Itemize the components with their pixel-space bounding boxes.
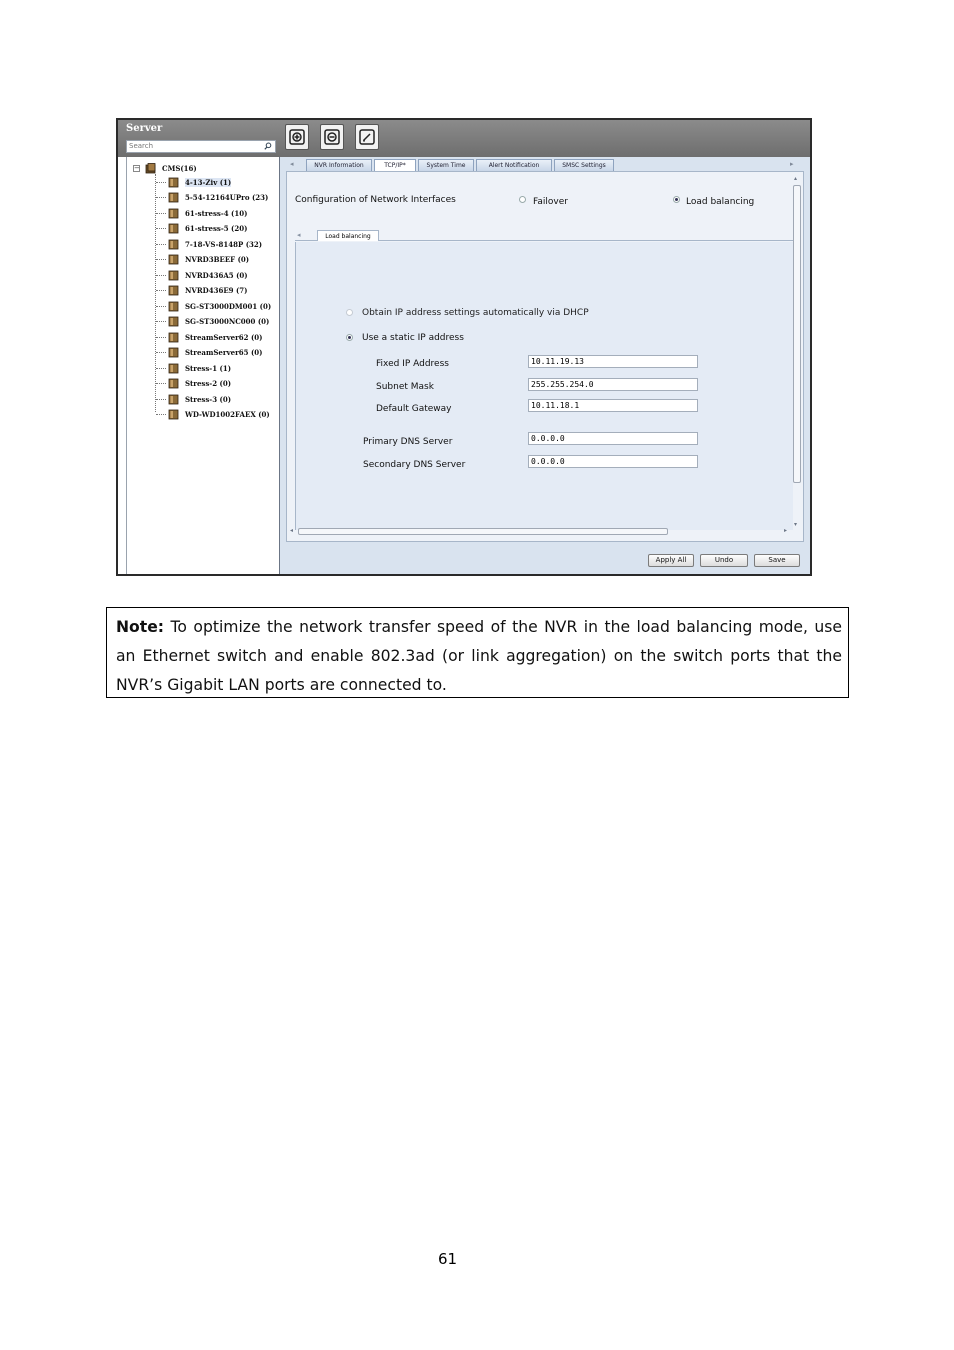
tab-system-time[interactable]: System Time (418, 159, 474, 171)
tree-item[interactable] (156, 269, 248, 281)
default-gateway-label: Default Gateway (376, 404, 452, 414)
static-ip-radio[interactable] (346, 334, 353, 341)
tree-connector (156, 383, 166, 384)
note-label: Note: (116, 618, 165, 636)
tree-root[interactable] (133, 162, 197, 174)
tree-item[interactable] (156, 409, 270, 421)
tree-connector (156, 275, 166, 276)
tcpip-content (286, 171, 804, 542)
server-icon (168, 316, 179, 327)
server-icon (168, 347, 179, 358)
tree-item[interactable] (156, 176, 231, 188)
vertical-scroll-thumb[interactable] (793, 185, 801, 483)
secondary-dns-field[interactable]: 0.0.0.0 (528, 455, 698, 468)
fixed-ip-field[interactable]: 10.11.19.13 (528, 355, 698, 368)
tree-connector (156, 290, 166, 291)
tree-item-label: Stress-1 (1) (185, 363, 232, 373)
server-icon (168, 363, 179, 374)
scroll-left-icon[interactable]: ◂ (290, 527, 294, 534)
server-panel (118, 120, 280, 574)
tree-item-label: SG-ST3000NC000 (0) (185, 317, 270, 326)
tree-connector (156, 228, 166, 229)
tree-item-label: SG-ST3000DM001 (0) (185, 301, 272, 311)
primary-dns-field[interactable]: 0.0.0.0 (528, 432, 698, 445)
tree-item-label: NVRD436A5 (0) (185, 270, 248, 280)
subnet-mask-label: Subnet Mask (376, 382, 434, 392)
tree-border (126, 157, 127, 574)
tree-root-label: CMS(16) (162, 163, 197, 173)
dhcp-option-label: Obtain IP address settings automatically via DHCP (362, 308, 589, 318)
tree-connector (156, 399, 166, 400)
server-icon (168, 409, 179, 420)
tree-item-label: 4-13-Ziv (1) (185, 177, 232, 187)
server-icon (168, 394, 179, 405)
tree-item-label: 61-stress-5 (20) (185, 224, 248, 233)
server-search-input[interactable] (126, 140, 276, 153)
static-ip-option-label: Use a static IP address (362, 333, 464, 343)
server-icon (168, 378, 179, 389)
tree-item[interactable] (156, 378, 231, 390)
page-number: 61 (437, 1250, 458, 1268)
add-icon (289, 129, 305, 145)
remove-server-button[interactable] (320, 124, 344, 150)
note-text: To optimize the network transfer speed of the NVR in the load balancing mode, use an Ethernet switch and enable 802.3ad (or link aggregation) on the switch ports that the NVR’s Gigabit LAN ports are connected to. (116, 618, 842, 694)
settings-area (280, 120, 810, 574)
tree-item[interactable] (156, 285, 247, 297)
default-gateway-field[interactable]: 10.11.18.1 (528, 399, 698, 412)
tree-item-label: 7-18-VS-8148P (32) (185, 239, 263, 249)
scroll-up-icon[interactable]: ▴ (794, 175, 798, 182)
edit-server-button[interactable] (355, 124, 379, 150)
tree-item[interactable] (156, 362, 231, 374)
tab-smsc-settings[interactable]: SMSC Settings (554, 159, 614, 171)
settings-tab-bar (286, 159, 804, 171)
server-icon (168, 332, 179, 343)
tree-connector (156, 182, 166, 183)
primary-dns-label: Primary DNS Server (363, 437, 453, 447)
failover-label: Failover (533, 197, 568, 207)
subtab-bar (295, 230, 793, 241)
tree-item-label: StreamServer65 (0) (185, 348, 263, 357)
save-button[interactable]: Save (754, 554, 800, 567)
tab-nvr-information[interactable]: NVR Information (306, 159, 372, 171)
nvr-settings-screenshot (116, 118, 812, 576)
server-panel-header (118, 120, 280, 157)
server-icon (168, 239, 179, 250)
collapse-icon[interactable]: − (134, 163, 140, 172)
tab-scroll-right-icon[interactable]: ▸ (790, 160, 794, 168)
vertical-scrollbar[interactable] (793, 175, 801, 531)
search-icon[interactable] (264, 142, 272, 150)
server-tree (118, 157, 280, 574)
server-icon (168, 270, 179, 281)
fixed-ip-label: Fixed IP Address (376, 359, 449, 369)
subnet-mask-field[interactable]: 255.255.254.0 (528, 378, 698, 391)
toolbar (280, 120, 810, 157)
tree-connector (156, 414, 166, 415)
scroll-right-icon[interactable]: ▸ (784, 527, 788, 534)
undo-button[interactable]: Undo (700, 554, 748, 567)
tree-item[interactable] (156, 207, 247, 219)
tree-connector (156, 368, 166, 369)
server-icon (168, 301, 179, 312)
tree-item-label: Stress-3 (0) (185, 394, 232, 404)
subtab-load-balancing[interactable]: Load balancing (317, 230, 379, 241)
apply-all-button[interactable]: Apply All (648, 554, 694, 567)
scroll-down-icon[interactable]: ▾ (794, 521, 798, 528)
tab-tcp-ip[interactable]: TCP/IP* (374, 159, 416, 171)
tab-scroll-left-icon[interactable]: ◂ (290, 160, 294, 168)
tree-item[interactable] (156, 192, 268, 204)
tree-connector (156, 306, 166, 307)
server-panel-title: Server (126, 123, 163, 134)
tree-connector (156, 259, 166, 260)
tree-connector (156, 337, 166, 338)
tree-item[interactable] (156, 223, 247, 235)
tree-item-label: 61-stress-4 (10) (185, 208, 248, 218)
note-paragraph (116, 613, 842, 700)
tree-item-label: NVRD436E9 (7) (185, 286, 248, 295)
tab-alert-notification[interactable]: Alert Notification (476, 159, 552, 171)
tree-item-label: Stress-2 (0) (185, 379, 232, 388)
server-icon (168, 208, 179, 219)
failover-radio[interactable] (519, 196, 526, 203)
remove-icon (324, 129, 340, 145)
server-icon (168, 254, 179, 265)
secondary-dns-label: Secondary DNS Server (363, 460, 466, 470)
ip-settings-panel (295, 242, 793, 530)
tree-item[interactable] (156, 238, 262, 250)
server-group-icon (145, 163, 156, 174)
tree-connector (156, 213, 166, 214)
tree-item-label: WD-WD1002FAEX (0) (185, 410, 270, 419)
tree-item[interactable] (156, 300, 271, 312)
add-server-button[interactable] (285, 124, 309, 150)
tree-item-label: 5-54-12164UPro (23) (185, 193, 269, 202)
tree-connector (156, 244, 166, 245)
tree-item[interactable] (156, 316, 269, 328)
tree-item-label: StreamServer62 (0) (185, 332, 263, 342)
horizontal-scrollbar[interactable] (290, 527, 790, 536)
subtab-scroll-left-icon[interactable]: ◂ (297, 231, 301, 239)
server-icon (168, 223, 179, 234)
horizontal-scroll-thumb[interactable] (298, 528, 668, 535)
dhcp-radio[interactable] (346, 309, 353, 316)
server-icon (168, 285, 179, 296)
tree-connector (156, 352, 166, 353)
server-icon (168, 192, 179, 203)
tree-connector (156, 197, 166, 198)
tree-connector (156, 321, 166, 322)
edit-icon (359, 129, 375, 145)
tree-item-label: NVRD3BEEF (0) (185, 255, 250, 264)
tree-item[interactable] (156, 393, 231, 405)
note-box (106, 607, 849, 698)
server-search-placeholder: Search (129, 142, 154, 150)
tree-item[interactable] (156, 347, 262, 359)
server-icon (168, 177, 179, 188)
network-interfaces-label: Configuration of Network Interfaces (295, 195, 456, 205)
load-balancing-radio[interactable] (673, 196, 680, 203)
tree-item[interactable] (156, 331, 262, 343)
tree-item[interactable] (156, 254, 249, 266)
load-balancing-label: Load balancing (686, 197, 755, 207)
